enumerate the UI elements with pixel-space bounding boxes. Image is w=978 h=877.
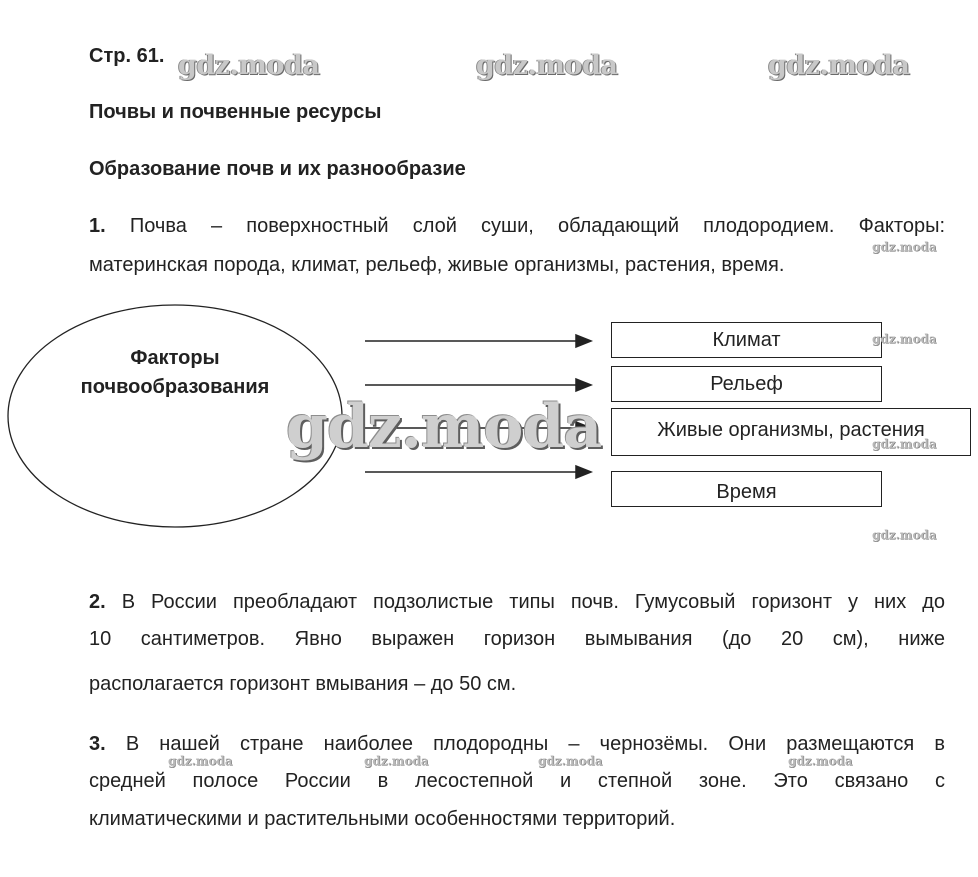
q3-text-1: В нашей стране наиболее плодородны – чернозёмы. Они размещаются в — [125, 733, 946, 755]
arrow-1-head — [576, 335, 591, 347]
q1-line-2: материнская порода, климат, рельеф, живые организмы, растения, время. — [89, 254, 785, 276]
q3-line-3: климатическими и растительными особенностями территорий. — [89, 808, 676, 830]
page-reference: Стр. 61. — [89, 45, 165, 67]
arrow-4-head — [576, 466, 591, 478]
q2-number: 2. — [89, 591, 106, 613]
watermark: gdz.moda — [788, 754, 853, 768]
center-label-line-2: почвообразования — [80, 376, 270, 398]
subsection-heading: Образование почв и их разнообразие — [89, 158, 466, 180]
q3-number: 3. — [89, 733, 106, 755]
center-label-line-1: Факторы — [130, 347, 220, 369]
q1-number: 1. — [89, 215, 106, 237]
q3-line-2: средней полосе России в лесостепной и степной зоне. Это связано с — [89, 770, 945, 792]
watermark: gdz.moda — [872, 332, 937, 346]
watermark: gdz.moda — [178, 50, 320, 81]
watermark: gdz.moda — [872, 240, 937, 254]
q2-line-1 — [89, 592, 945, 612]
watermark: gdz.moda — [476, 50, 618, 81]
watermark: gdz.moda — [768, 50, 910, 81]
q2-line-3: располагается горизонт вмывания – до 50 см. — [89, 673, 517, 695]
watermark: gdz.moda — [168, 754, 233, 768]
q1-text-1: Почва – поверхностный слой суши, обладающий плодородием. Факторы: — [129, 215, 945, 237]
q3-line-1 — [89, 734, 945, 754]
watermark: gdz.moda — [872, 528, 937, 542]
factor-box-organisms: Живые организмы, растения — [611, 408, 971, 456]
section-heading: Почвы и почвенные ресурсы — [89, 101, 382, 123]
factor-box-time: Время — [611, 471, 882, 507]
watermark: gdz.moda — [538, 754, 603, 768]
watermark: gdz.moda — [364, 754, 429, 768]
watermark: gdz.moda — [286, 392, 602, 462]
watermark: gdz.moda — [872, 437, 937, 451]
q2-line-2: 10 сантиметров. Явно выражен горизон вымывания (до 20 см), ниже — [89, 628, 945, 650]
arrow-2-head — [576, 379, 591, 391]
factor-box-climate: Климат — [611, 322, 882, 358]
factor-box-relief: Рельеф — [611, 366, 882, 402]
q2-text-1: В России преобладают подзолистые типы почв. Гумусовый горизонт у них до — [121, 591, 945, 613]
